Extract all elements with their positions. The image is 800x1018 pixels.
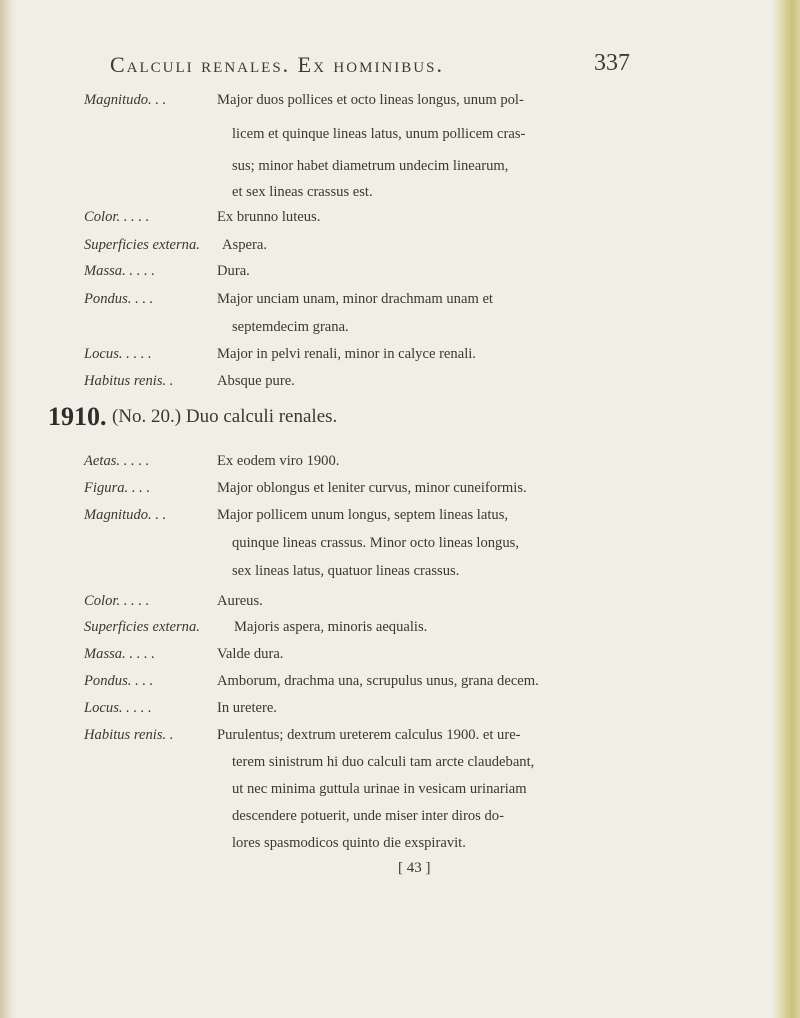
label-habitus: Habitus renis. .: [84, 727, 174, 743]
entry-number: 1910.: [48, 402, 107, 431]
label-color: Color. . . . .: [84, 209, 150, 225]
superficies-text: Aspera.: [222, 237, 267, 253]
color-text: Ex brunno luteus.: [217, 209, 321, 225]
label-magnitudo: Magnitudo. . .: [84, 507, 167, 523]
label-massa: Massa. . . . .: [84, 646, 155, 662]
label-habitus: Habitus renis. .: [84, 373, 174, 389]
habitus-text: Absque pure.: [217, 373, 295, 389]
locus-text: In uretere.: [217, 700, 277, 716]
label-superficies: Superficies externa.: [84, 237, 200, 253]
habitus-text-line: terem sinistrum hi duo calculi tam arcte claudebant,: [232, 754, 535, 770]
label-figura: Figura. . . .: [84, 480, 151, 496]
label-pondus: Pondus. . . .: [84, 673, 154, 689]
running-head-title: Calculi renales. Ex hominibus.: [110, 52, 444, 77]
label-color: Color. . . . .: [84, 593, 150, 609]
magnitudo-text-line: sus; minor habet diametrum undecim linearum,: [232, 158, 509, 174]
locus-text: Major in pelvi renali, minor in calyce renali.: [217, 346, 476, 362]
label-aetas: Aetas. . . . .: [84, 453, 150, 469]
massa-text: Dura.: [217, 263, 250, 279]
pondus-text: Amborum, drachma una, scrupulus unus, grana decem.: [217, 673, 539, 689]
habitus-text-line: ut nec minima guttula urinae in vesicam urinariam: [232, 781, 527, 797]
label-superficies: Superficies externa.: [84, 619, 200, 635]
label-locus: Locus. . . . .: [84, 346, 152, 362]
aetas-text: Ex eodem viro 1900.: [217, 453, 340, 469]
label-locus: Locus. . . . .: [84, 700, 152, 716]
superficies-text: Majoris aspera, minoris aequalis.: [234, 619, 428, 635]
figura-text: Major oblongus et leniter curvus, minor cuneiformis.: [217, 480, 527, 496]
running-head: [110, 52, 630, 82]
magnitudo-text-line: sex lineas latus, quatuor lineas crassus.: [232, 563, 460, 579]
habitus-text-line: lores spasmodicos quinto die exspiravit.: [232, 835, 466, 851]
entry-heading: (No. 20.) Duo calculi renales.: [112, 406, 338, 427]
habitus-text-line: Purulentus; dextrum ureterem calculus 1900. et ure-: [217, 727, 521, 743]
page-number: 337: [594, 50, 630, 76]
label-massa: Massa. . . . .: [84, 263, 155, 279]
massa-text: Valde dura.: [217, 646, 284, 662]
label-pondus: Pondus. . . .: [84, 291, 154, 307]
magnitudo-text-line: Major pollicem unum longus, septem lineas latus,: [217, 507, 509, 523]
magnitudo-text-line: licem et quinque lineas latus, unum pollicem cras-: [232, 126, 526, 142]
pondus-text-line: Major unciam unam, minor drachmam unam et: [217, 291, 493, 307]
label-magnitudo: Magnitudo. . .: [84, 92, 167, 108]
color-text: Aureus.: [217, 593, 263, 609]
signature-mark: [ 43 ]: [398, 860, 431, 876]
magnitudo-text-line: Major duos pollices et octo lineas longus, unum pol-: [217, 92, 524, 108]
pondus-text-line: septemdecim grana.: [232, 319, 349, 335]
magnitudo-text-line: quinque lineas crassus. Minor octo lineas longus,: [232, 535, 519, 551]
magnitudo-text-line: et sex lineas crassus est.: [232, 184, 373, 200]
habitus-text-line: descendere potuerit, unde miser inter diros do-: [232, 808, 504, 824]
